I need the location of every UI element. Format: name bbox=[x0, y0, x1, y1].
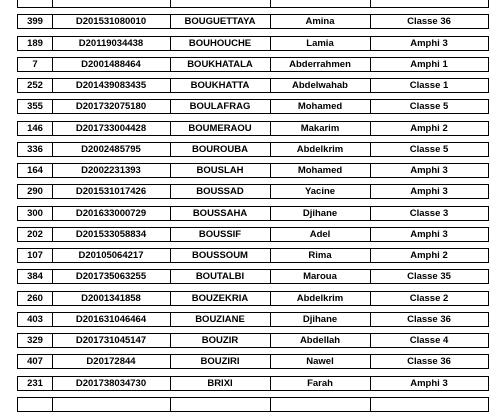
exam-room-cell: Classe 3 bbox=[409, 207, 449, 219]
student-id-cell: D201531080010 bbox=[52, 15, 171, 28]
first-name-cell: Rima bbox=[270, 249, 371, 262]
table-row bbox=[17, 78, 489, 93]
exam-room-cell: Classe 36 bbox=[407, 16, 451, 28]
row-number-cell: 146 bbox=[18, 122, 53, 135]
row-number-cell: 407 bbox=[18, 355, 53, 368]
first-name-cell: Farah bbox=[270, 377, 371, 390]
row-number-cell: 336 bbox=[18, 143, 53, 156]
last-name-cell: BOUZEKRIA bbox=[170, 292, 271, 305]
student-id-cell: D201439083435 bbox=[52, 79, 171, 92]
student-id-cell: D201631046464 bbox=[52, 313, 171, 326]
student-id-cell: D201735063255 bbox=[52, 270, 171, 283]
table-row bbox=[17, 36, 489, 51]
student-list-table bbox=[17, 0, 489, 418]
student-id-cell: D20105064217 bbox=[52, 249, 171, 262]
student-id-cell bbox=[52, 0, 171, 7]
last-name-cell: BOUTALBI bbox=[170, 270, 271, 283]
row-number-cell bbox=[18, 0, 53, 7]
table-row bbox=[17, 184, 489, 199]
student-id-cell: D201533058834 bbox=[52, 228, 171, 241]
exam-room-cell: Classe 36 bbox=[407, 356, 451, 368]
last-name-cell: BOUKHATTA bbox=[170, 79, 271, 92]
student-id-cell: D20119034438 bbox=[52, 37, 171, 50]
last-name-cell: BOUKHATALA bbox=[170, 58, 271, 71]
exam-room-cell: Classe 5 bbox=[409, 101, 449, 113]
table-row bbox=[17, 269, 489, 284]
student-id-cell: D2002485795 bbox=[52, 143, 171, 156]
row-number-cell: 252 bbox=[18, 79, 53, 92]
row-number-cell: 403 bbox=[18, 313, 53, 326]
table-row bbox=[17, 312, 489, 327]
exam-room-cell: Classe 35 bbox=[407, 271, 451, 283]
exam-room-cell: Amphi 1 bbox=[410, 58, 448, 70]
row-number-cell: 7 bbox=[18, 58, 53, 71]
table-row bbox=[17, 163, 489, 178]
student-id-cell: D201738034730 bbox=[52, 377, 171, 390]
table-row bbox=[17, 376, 489, 391]
table-row bbox=[17, 291, 489, 306]
last-name-cell: BOUMERAOU bbox=[170, 122, 271, 135]
student-id-cell: D2001341858 bbox=[52, 292, 171, 305]
table-row bbox=[17, 14, 489, 29]
row-number-cell: 202 bbox=[18, 228, 53, 241]
last-name-cell: BOUZIRI bbox=[170, 355, 271, 368]
student-id-cell: D20172844 bbox=[52, 355, 171, 368]
last-name-cell: BRIXI bbox=[170, 377, 271, 390]
student-id-cell: D201731045147 bbox=[52, 334, 171, 347]
row-number-cell: 290 bbox=[18, 185, 53, 198]
exam-room-cell: Classe 1 bbox=[409, 80, 449, 91]
table-row bbox=[17, 121, 489, 136]
row-number-cell: 164 bbox=[18, 164, 53, 177]
exam-room-cell: Classe 36 bbox=[407, 313, 451, 325]
first-name-cell: Yacine bbox=[270, 185, 371, 198]
last-name-cell: BOUSSAD bbox=[170, 185, 271, 198]
exam-room-cell: Amphi 2 bbox=[410, 250, 448, 261]
last-name-cell: BOUSSAHA bbox=[170, 207, 271, 220]
last-name-cell: BOUSSIF bbox=[170, 228, 271, 241]
first-name-cell: Abdelkrim bbox=[270, 292, 371, 305]
first-name-cell: Abderrahmen bbox=[270, 58, 371, 71]
last-name-cell: BOULAFRAG bbox=[170, 100, 271, 113]
first-name-cell: Lamia bbox=[270, 37, 371, 50]
table-row bbox=[17, 248, 489, 263]
first-name-cell: Djihane bbox=[270, 207, 371, 220]
table-row bbox=[17, 206, 489, 221]
exam-room-cell: Amphi 3 bbox=[410, 228, 448, 240]
first-name-cell: Abdelwahab bbox=[270, 79, 371, 92]
student-id-cell: D2001488464 bbox=[52, 58, 171, 71]
exam-room-cell: Amphi 3 bbox=[410, 377, 448, 389]
table-row bbox=[17, 99, 489, 114]
first-name-cell: Nawel bbox=[270, 355, 371, 368]
last-name-cell: BOUZIR bbox=[170, 334, 271, 347]
first-name-cell: Amina bbox=[270, 15, 371, 28]
row-number-cell: 107 bbox=[18, 249, 53, 262]
last-name-cell: BOUROUBA bbox=[170, 143, 271, 156]
first-name-cell: Makarim bbox=[270, 122, 371, 135]
table-row bbox=[17, 142, 489, 157]
table-row bbox=[17, 354, 489, 369]
first-name-cell: Maroua bbox=[270, 270, 371, 283]
row-number-cell: 329 bbox=[18, 334, 53, 347]
student-id-cell: D2002231393 bbox=[52, 164, 171, 177]
first-name-cell: Djihane bbox=[270, 313, 371, 326]
student-id-cell: D201633000729 bbox=[52, 207, 171, 220]
last-name-cell: BOUZIANE bbox=[170, 313, 271, 326]
first-name-cell: Mohamed bbox=[270, 164, 371, 177]
student-id-cell: D201531017426 bbox=[52, 185, 171, 198]
last-name-cell: BOUGUETTAYA bbox=[170, 15, 271, 28]
exam-room-cell bbox=[370, 0, 488, 7]
table-row bbox=[17, 57, 489, 72]
table-row bbox=[17, 397, 489, 412]
exam-room-cell: Amphi 3 bbox=[410, 186, 448, 198]
student-id-cell: D201733004428 bbox=[52, 122, 171, 135]
first-name-cell: Mohamed bbox=[270, 100, 371, 113]
last-name-cell: BOUSSOUM bbox=[170, 249, 271, 262]
exam-room-cell: Classe 4 bbox=[409, 335, 449, 346]
exam-room-cell: Amphi 2 bbox=[410, 122, 448, 134]
row-number-cell: 260 bbox=[18, 292, 53, 305]
first-name-cell: Abdellah bbox=[270, 334, 371, 347]
first-name-cell: Abdelkrim bbox=[270, 143, 371, 156]
row-number-cell: 189 bbox=[18, 37, 53, 50]
table-row bbox=[17, 0, 489, 8]
row-number-cell: 300 bbox=[18, 207, 53, 220]
exam-room-cell: Classe 5 bbox=[409, 143, 449, 155]
first-name-cell: Adel bbox=[270, 228, 371, 241]
last-name-cell bbox=[170, 0, 271, 7]
table-row bbox=[17, 227, 489, 242]
last-name-cell: BOUSLAH bbox=[170, 164, 271, 177]
table-row bbox=[17, 333, 489, 348]
row-number-cell: 231 bbox=[18, 377, 53, 390]
row-number-cell: 355 bbox=[18, 100, 53, 113]
student-id-cell: D201732075180 bbox=[52, 100, 171, 113]
row-number-cell: 384 bbox=[18, 270, 53, 283]
exam-room-cell: Amphi 3 bbox=[410, 37, 448, 49]
row-number-cell: 399 bbox=[18, 15, 53, 28]
exam-room-cell: Amphi 3 bbox=[410, 165, 448, 176]
first-name-cell bbox=[270, 0, 371, 7]
exam-room-cell: Classe 2 bbox=[409, 292, 449, 304]
last-name-cell: BOUHOUCHE bbox=[170, 37, 271, 50]
